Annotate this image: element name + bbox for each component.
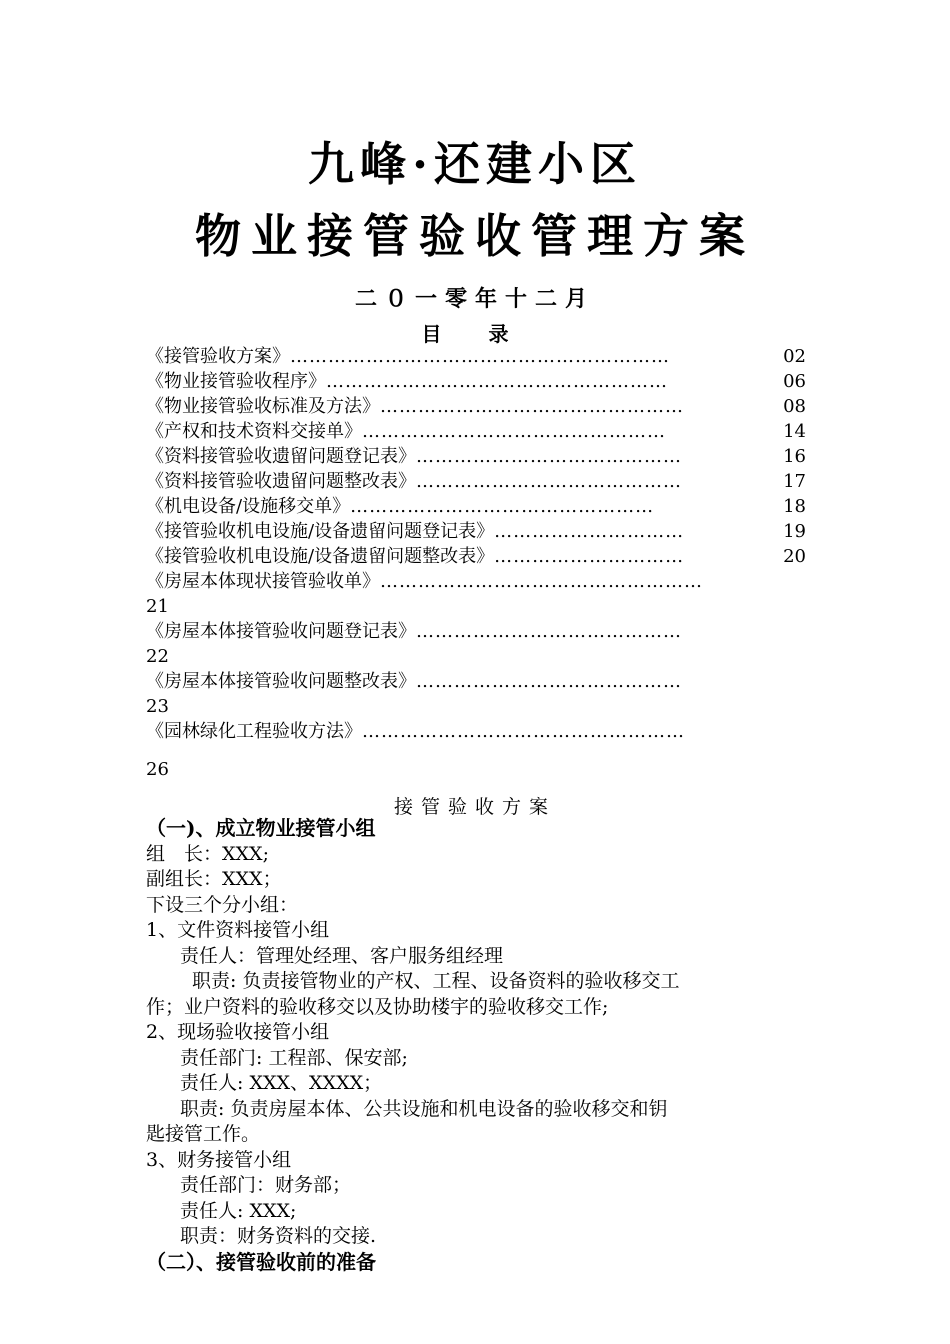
toc-item-title: 《产权和技术资料交接单》 bbox=[146, 421, 362, 442]
toc-item-page: 22 bbox=[146, 646, 169, 667]
body-line: 责任部门：财务部； bbox=[180, 1174, 352, 1196]
toc-item-page: 14 bbox=[783, 421, 806, 442]
toc-item[interactable] bbox=[146, 469, 806, 494]
toc-item-leader: …………………………………… bbox=[416, 446, 682, 467]
toc-item[interactable] bbox=[146, 494, 806, 519]
toc-heading: 目 录 bbox=[421, 322, 529, 346]
toc-item-title: 《接管验收机电设施/设备遗留问题整改表》 bbox=[146, 546, 495, 567]
toc-item-page: 19 bbox=[783, 521, 806, 542]
toc-item-title: 《机电设备/设施移交单》 bbox=[146, 496, 351, 517]
toc-item-title: 《房屋本体现状接管验收单》 bbox=[146, 571, 380, 592]
toc-item-page: 21 bbox=[146, 596, 169, 617]
body-line: 1、文件资料接管小组 bbox=[146, 919, 330, 941]
toc-item[interactable] bbox=[146, 394, 806, 419]
toc-item[interactable] bbox=[146, 444, 806, 469]
toc-item-leader: ………………………………………… bbox=[362, 421, 666, 442]
toc-item-page: 02 bbox=[783, 346, 806, 367]
toc-item-title: 《接管验收方案》 bbox=[146, 346, 290, 367]
toc-item-leader: ……………………………………………… bbox=[326, 371, 668, 392]
toc-item[interactable] bbox=[146, 569, 806, 594]
doc-title-line2: 物业接管验收管理方案 bbox=[195, 209, 755, 263]
toc-item-page: 08 bbox=[783, 396, 806, 417]
body-line: 责任人: XXX; bbox=[180, 1199, 297, 1222]
toc-item-title: 《房屋本体接管验收问题登记表》 bbox=[146, 621, 416, 642]
body-line: 责任人: XXX、XXXX； bbox=[180, 1072, 383, 1094]
body-line: 2、现场验收接管小组 bbox=[146, 1021, 330, 1043]
toc-item[interactable] bbox=[146, 544, 806, 569]
toc-item-leader: ………………………… bbox=[494, 546, 685, 567]
toc-item[interactable] bbox=[146, 719, 806, 744]
toc-item-leader: …………………………………………… bbox=[380, 571, 703, 592]
section-heading-2: （二）、接管验收前的准备 bbox=[146, 1249, 376, 1274]
toc-item-title: 《房屋本体接管验收问题整改表》 bbox=[146, 671, 416, 692]
toc-item[interactable] bbox=[146, 619, 806, 644]
body-line: 职责: 负责房屋本体、公共设施和机电设备的验收移交和钥 bbox=[180, 1097, 668, 1120]
toc-item-leader: …………………………………………………… bbox=[290, 346, 670, 367]
toc-item[interactable] bbox=[146, 669, 806, 694]
toc-item[interactable] bbox=[146, 419, 806, 444]
section-heading-1: （一)、成立物业接管小组 bbox=[146, 816, 376, 840]
body-line: 3、财务接管小组 bbox=[146, 1148, 292, 1171]
toc-item-page: 17 bbox=[783, 471, 806, 492]
section-title: 接管验收方案 bbox=[393, 796, 556, 818]
toc-item-title: 《物业接管验收标准及方法》 bbox=[146, 396, 380, 417]
toc-item[interactable] bbox=[146, 344, 806, 369]
body-line: 副组长：XXX； bbox=[146, 868, 282, 890]
toc-item-leader: …………………………………………… bbox=[362, 721, 685, 742]
section-body bbox=[146, 816, 810, 1275]
toc-item-title: 《园林绿化工程验收方法》 bbox=[146, 721, 362, 742]
body-line: 职责: 负责接管物业的产权、工程、设备资料的验收移交工 bbox=[192, 970, 680, 992]
toc-item-title: 《资料接管验收遗留问题整改表》 bbox=[146, 471, 416, 492]
toc-item-title: 《资料接管验收遗留问题登记表》 bbox=[146, 446, 416, 467]
toc-item-page: 23 bbox=[146, 696, 169, 717]
doc-date: 二０一零年十二月 bbox=[354, 286, 595, 312]
toc-item[interactable] bbox=[146, 369, 806, 394]
table-of-contents bbox=[146, 344, 806, 784]
toc-item-leader: …………………………………… bbox=[416, 671, 682, 692]
toc-item-leader: ………………………………………… bbox=[380, 396, 684, 417]
toc-item-leader: …………………………………… bbox=[416, 471, 682, 492]
doc-title-line1: 九峰·还建小区 bbox=[307, 137, 642, 191]
toc-item-leader: ………………………… bbox=[494, 521, 685, 542]
toc-item-page: 06 bbox=[783, 371, 806, 392]
toc-item[interactable] bbox=[146, 519, 806, 544]
toc-item-leader: …………………………………… bbox=[416, 621, 682, 642]
toc-item-page: 26 bbox=[146, 759, 169, 780]
body-line: 组 长：XXX; bbox=[146, 842, 269, 865]
body-line: 下设三个分小组： bbox=[146, 893, 299, 916]
toc-item-leader: ………………………………………… bbox=[350, 496, 655, 517]
body-line: 匙接管工作。 bbox=[146, 1123, 261, 1145]
body-line: 责任部门: 工程部、保安部; bbox=[180, 1046, 408, 1069]
body-line: 责任人：管理处经理、客户服务组经理 bbox=[180, 944, 504, 967]
body-line: 职责：财务资料的交接. bbox=[180, 1225, 377, 1247]
toc-item-title: 《物业接管验收程序》 bbox=[146, 371, 326, 392]
toc-item-page: 16 bbox=[783, 446, 806, 467]
toc-item-title: 《接管验收机电设施/设备遗留问题登记表》 bbox=[146, 521, 495, 542]
toc-item-page: 18 bbox=[783, 496, 806, 517]
toc-item-page: 20 bbox=[783, 546, 806, 567]
body-line: 作；业户资料的验收移交以及协助楼宇的验收移交工作; bbox=[146, 995, 609, 1018]
